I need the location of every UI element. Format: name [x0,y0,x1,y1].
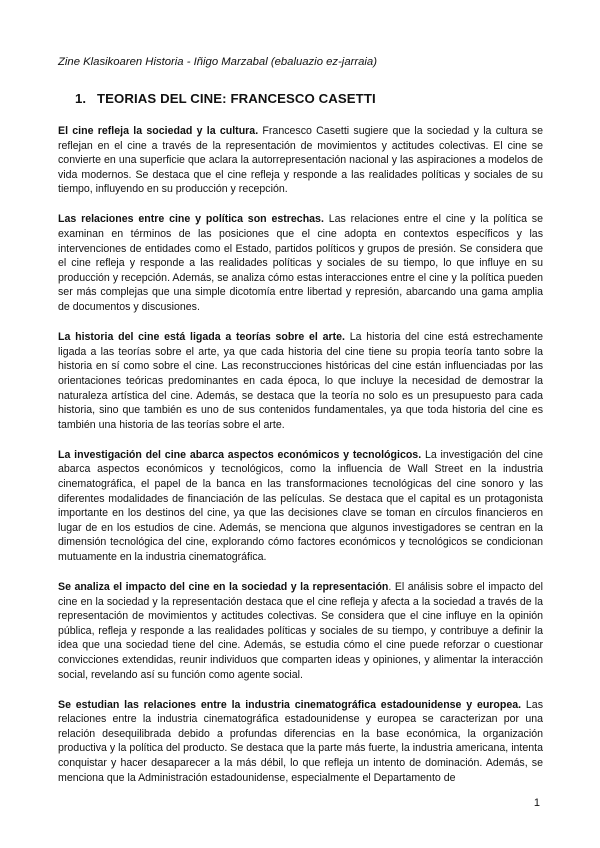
paragraph [58,212,543,314]
paragraph [58,698,543,786]
paragraph-text: Las relaciones entre el cine y la política se examinan en términos de las posiciones que el cine adopta en contextos específicos y las intervenciones de entidades como el Estado, partidos políticos y grupos de presión. Se considera que el cine refleja y responde a las realidades políticas y sociales de su tiempo, lo que influye en su producción y recepción. Además, se analiza cómo estas interacciones entre el cine y la política pueden ser más complejas que una simple dicotomía entre libertad y represión, abarcando una gama amplia de documentos y discusiones. [58,213,543,314]
section-title-text: TEORIAS DEL CINE: FRANCESCO CASETTI [97,91,376,106]
paragraph [58,580,543,682]
paragraph-lead: La historia del cine está ligada a teorías sobre el arte. [58,331,345,344]
paragraph-lead: El cine refleja la sociedad y la cultura. [58,125,259,137]
paragraph-lead: La investigación del cine abarca aspectos económicos y tecnológicos. [58,448,422,461]
document-body [58,124,543,801]
paragraph-lead: Se analiza el impacto del cine en la sociedad y la representación [58,581,389,594]
section-number: 1. [75,91,87,106]
paragraph [58,448,543,565]
paragraph-lead: Las relaciones entre cine y política son estrechas. [58,213,324,226]
paragraph [58,124,543,197]
paragraph-text: La historia del cine está estrechamente ligada a las teorías sobre el arte, ya que cada historia del cine tiene su propia teoría tanto sobre la historia en sí como sobre el cine. Las reconstrucciones históricas del cine están influenciadas por las orientaciones teóricas predominantes en cada época, lo que incluye la necesidad de demostrar la naturaleza artística del cine. Además, se destaca que la teoría no solo es un presupuesto para cada historia, sino que también es uno de sus contenidos fundamentales, ya que toda historia del cine es también una historia de las teorías sobre el arte. [58,331,543,431]
document-header: Zine Klasikoaren Historia - Iñigo Marzabal (ebaluazio ez-jarraia) [58,56,377,68]
paragraph-text: . El análisis sobre el impacto del cine en la sociedad y la representación destaca que el cine refleja y afecta a la sociedad a través de la representación de movimientos y actitudes colectivas. Se considera que el cine influye en la opinión pública, refleja y responde a las realidades políticas y sociales de su tiempo, y contribuye a definir la idea que una sociedad tiene del cine. Además, se estudia cómo el cine puede reforzar o cuestionar convicciones extendidas, reunir individuos que comparten ideas y opiniones, y alimentar la interacción social, revelando así su función como agente social. [58,581,543,681]
paragraph [58,330,543,432]
paragraph-text: Francesco Casetti sugiere que la sociedad y la cultura se reflejan en el cine a través de la representación de movimientos y actitudes colectivas. El cine se convierte en una superficie que aclara la autorrepresentación nacional y las aspiraciones a modelos de vida modernos. Se destaca que el cine refleja y responde a las realidades políticas y sociales de su tiempo, influyendo en su producción y recepción. [58,125,543,196]
page-number: 1 [533,797,540,809]
paragraph-text: Las relaciones entre la industria cinematográfica estadounidense y europea se caracterizan por una relación desequilibrada debido a profundas diferencias en la base económica, la organización productiva y la política del producto. Se destaca que la parte más fuerte, la industria americana, intenta conquistar y hacer desaparecer a la más débil, lo que refleja un intento de dominación. Además, se menciona que la Administración estadounidense, especialmente el Departamento de [58,698,543,784]
paragraph-text: La investigación del cine abarca aspectos económicos y tecnológicos, como la influencia de Wall Street en la industria cinematográfica, el papel de la banca en las transformaciones tecnológicas del cine sonoro y las diferentes modalidades de financiación de las películas. Se destaca que el capital es un protagonista importante en los destinos del cine, ya que las decisiones clave se toman en círculos financieros en lugar de en los estudios de cine. Además, se menciona que algunos investigadores se centran en la dimensión tecnológica del cine, explorando cómo factores económicos y tecnológicos se condicionan mutuamente en la industria cinematográfica. [58,448,543,563]
section-title [75,91,376,106]
paragraph-lead: Se estudian las relaciones entre la industria cinematográfica estadounidense y europea. [58,698,522,711]
